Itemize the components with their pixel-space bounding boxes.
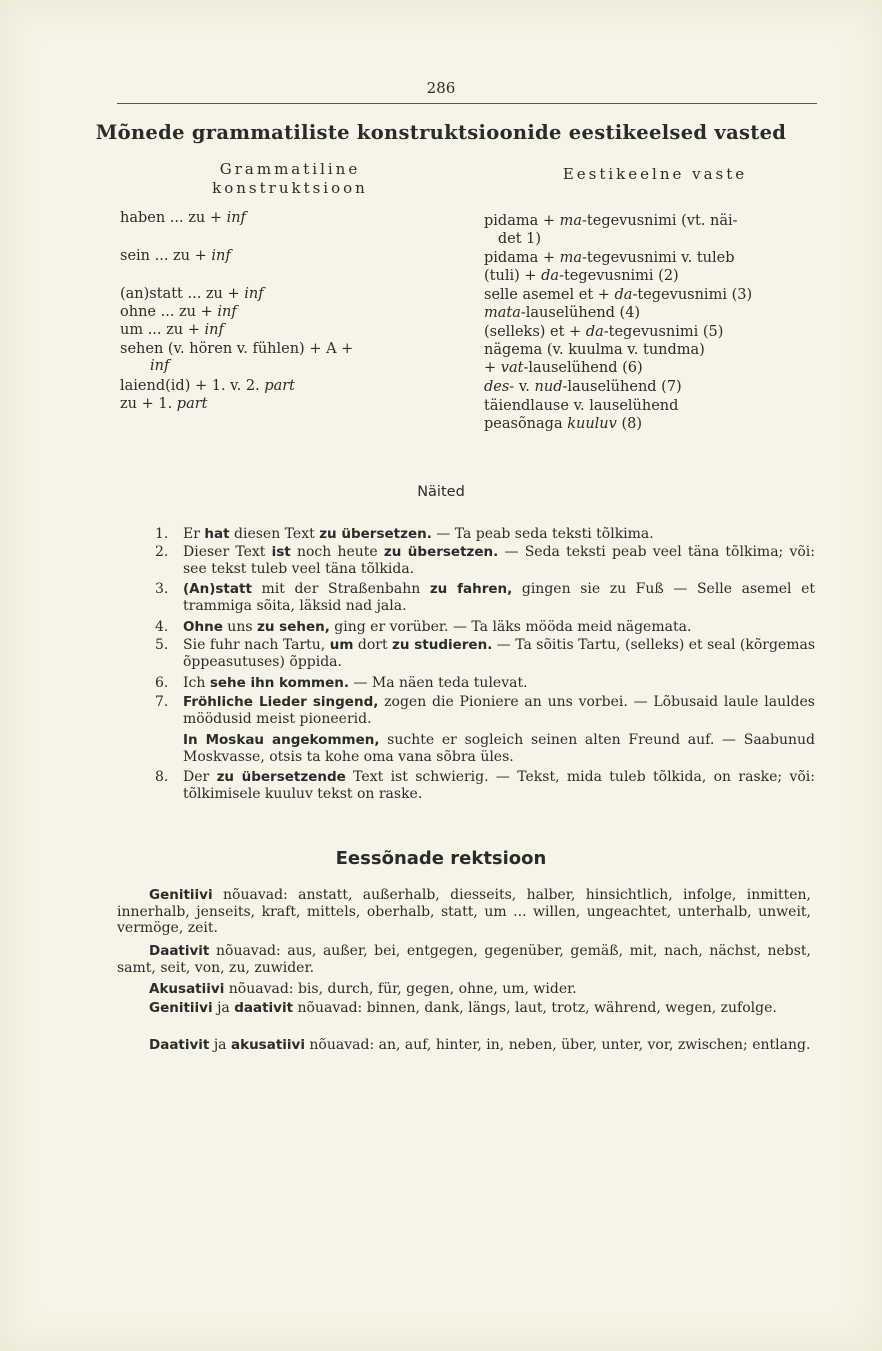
left-header-line-1: Grammatiline	[219, 160, 361, 178]
left-row: ohne ... zu + inf	[120, 304, 237, 320]
right-row: (tuli) + da-tegevusnimi (2)	[484, 268, 679, 284]
left-row: inf	[150, 358, 170, 374]
left-column-header	[170, 160, 410, 198]
rektsioon-paragraph: Akusatiivi nõuavad: bis, durch, für, gegen, ohne, um, wider.	[149, 981, 577, 997]
right-row: (selleks) et + da-tegevusnimi (5)	[484, 324, 724, 340]
left-row: zu + 1. part	[120, 396, 208, 412]
section-title: Eessõnade rektsioon	[335, 848, 547, 869]
right-row: pidama + ma-tegevusnimi (vt. näi-	[484, 213, 738, 229]
left-row: (an)statt ... zu + inf	[120, 286, 264, 302]
right-row: det 1)	[484, 231, 542, 247]
rektsioon-paragraph: Genitiivi nõuavad: anstatt, außerhalb, diesseits, halber, hinsichtlich, infolge, inmitten, innerhalb, jenseits, kraft, mittels, oberhalb, statt, um ... willen, ungeachtet, unterhalb, unweit, vermöge, zeit.	[117, 887, 811, 936]
rektsioon-paragraph: Genitiivi ja daativit nõuavad: binnen, dank, längs, laut, trotz, während, wegen, zufolge.	[149, 1000, 777, 1016]
right-row: nägema (v. kuulma v. tundma)	[484, 342, 705, 358]
right-row: peasõnaga kuuluv (8)	[484, 416, 642, 432]
left-row: haben ... zu + inf	[120, 210, 246, 226]
page-title: Mõnede grammatiliste konstruktsioonide eestikeelsed vasted	[95, 121, 787, 144]
left-row: sehen (v. hören v. fühlen) + A +	[120, 341, 354, 357]
left-row: um ... zu + inf	[120, 322, 224, 338]
left-row: laiend(id) + 1. v. 2. part	[120, 378, 295, 394]
page-number: 286	[426, 79, 456, 97]
page: 286 Mõnede grammatiliste konstruktsioonide eestikeelsed vasted Grammatiline konstruktsioon Eestikeelne vaste haben ... zu + inf sein ... zu + inf (an)statt ... zu + inf ohne ... zu + inf um ... zu + inf sehen (v. hören v. fühlen) + A + inf laiend(id) + 1. v. 2. part zu + 1. part pidama + ma-tegevusnimi (vt. näi- det 1) pidama + ma-tegevusnimi v. tuleb (tuli) + da-tegevusnimi (2) selle asemel et + da-tegevusnimi (3) mata-lauselühend (4) (selleks) et + da-tegevusnimi (5) nägema (v. kuulma v. tundma) + vat-lauselühend (6) des- v. nud-lauselühend (7) täiendlause v. lauselühend peasõnaga kuuluv (8) Näited 1. Er hat diesen Text zu übersetzen. — Ta peab seda teksti tõlkima. 2. Dieser Text ist noch heute zu übersetzen. — Seda teksti peab veel täna tõlkima; või: see tekst tuleb veel täna tõlkida. 3. (An)statt mit der Straßenbahn zu fahren, gingen sie zu Fuß — Selle asemel et trammiga sõita, läksid nad jala. 4. Ohne uns zu sehen, ging er vorüber. — Ta läks mööda meid nägemata. 5. Sie fuhr nach Tartu, um dort zu studieren. — Ta sõitis Tartu, (selleks) et seal (kõrgemas õppeasutuses) õppida. 6. Ich sehe ihn kommen. — Ma näen teda tulevat. 7. Fröhliche Lieder singend, zogen die Pioniere an uns vorbei. — Lõbusaid laule lauldes möödusid meist pioneerid. In Moskau angekommen, suchte er sogleich seinen alten Freund auf. — Saabunud Moskvasse, otsis ta kohe oma vana sõbra üles. 8. Der zu übersetzende Text ist schwierig. — Tekst, mida tuleb tõlkida, on raske; või: tõlkimisele kuuluv tekst on raske. Eessõnade rektsioon Genitiivi nõuavad: anstatt, außerhalb, diesseits, halber, hinsichtlich, infolge, inmitten, innerhalb, jenseits, kraft, mittels, oberhalb, statt, um ... willen, ungeachtet, unterhalb, unweit, vermöge, zeit. Daativit nõuavad: aus, außer, bei, entgegen, gegenüber, gemäß, mit, nach, nächst, nebst, samt, seit, von, zu, zuwider. Akusatiivi nõuavad: bis, durch, für, gegen, ohne, um, wider. Genitiivi ja daativit nõuavad: binnen, dank, längs, laut, trotz, während, wegen, zufolge. Daativit ja akusatiivi nõuavad: an, auf, hinter, in, neben, über, unter, vor, zwischen; entlang.	[0, 0, 882, 1351]
left-header-line-2: konstruktsioon	[212, 179, 368, 197]
right-row: mata-lauselühend (4)	[484, 305, 641, 321]
right-column-header: Eestikeelne vaste	[562, 165, 748, 183]
header-rule	[117, 103, 817, 104]
right-row: des- v. nud-lauselühend (7)	[484, 379, 682, 395]
rektsioon-paragraph: Daativit ja akusatiivi nõuavad: an, auf, hinter, in, neben, über, unter, vor, zwischen; entlang.	[149, 1037, 811, 1053]
left-row: sein ... zu + inf	[120, 248, 231, 264]
examples-heading: Näited	[417, 484, 465, 500]
right-row: + vat-lauselühend (6)	[484, 360, 643, 376]
rektsioon-paragraph: Daativit nõuavad: aus, außer, bei, entgegen, gegenüber, gemäß, mit, nach, nächst, nebst, samt, seit, von, zu, zuwider.	[117, 943, 811, 976]
right-row: täiendlause v. lauselühend	[484, 398, 679, 414]
right-row: pidama + ma-tegevusnimi v. tuleb	[484, 250, 735, 266]
right-row: selle asemel et + da-tegevusnimi (3)	[484, 287, 753, 303]
